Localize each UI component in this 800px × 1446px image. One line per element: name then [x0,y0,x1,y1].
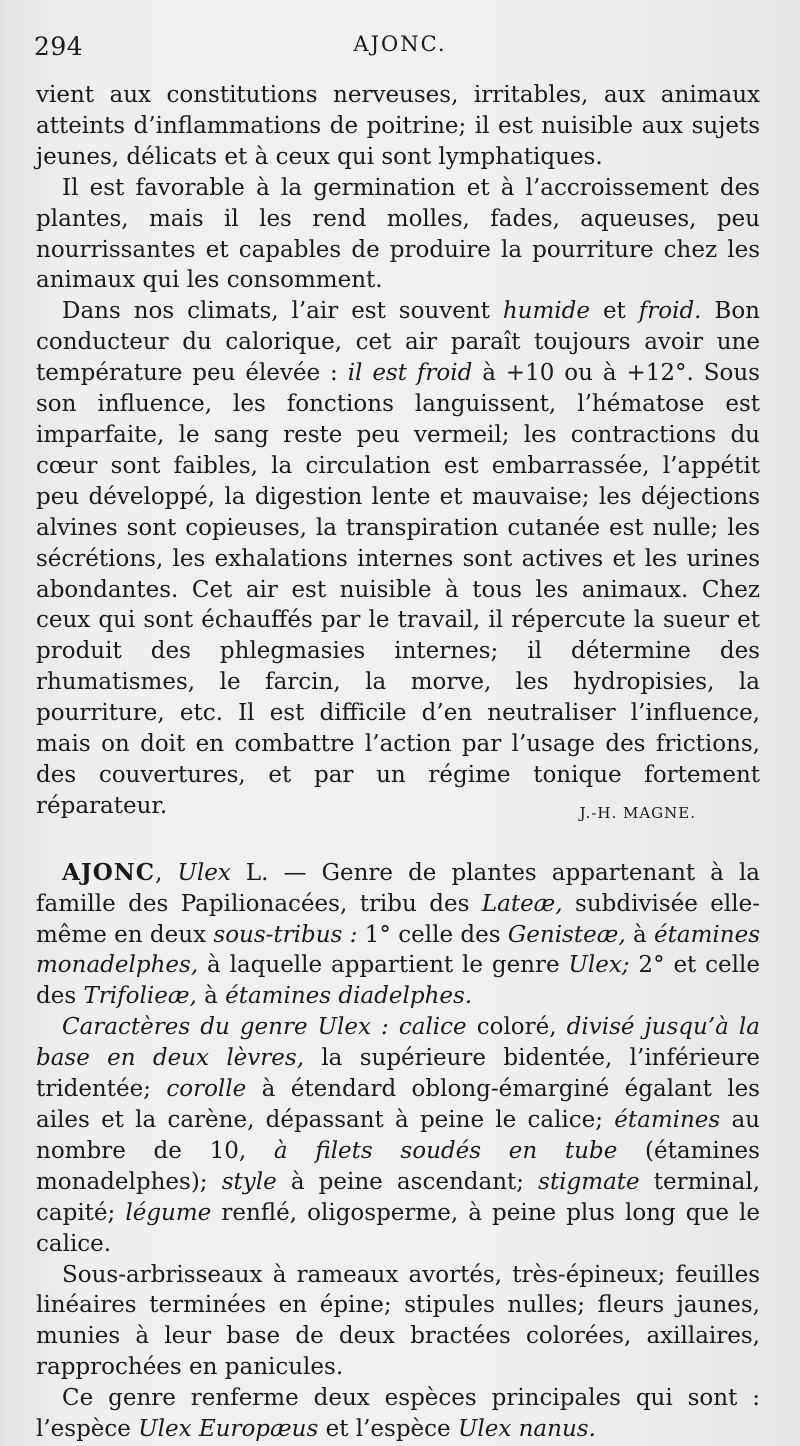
text-run: à laquelle appartient le genre [198,952,569,979]
entry-headword: AJONC [62,858,156,886]
page-number: 294 [34,32,84,61]
italic-run: Ulex [177,859,231,886]
italic-run: divisé jusqu’à la base en deux lèvres, [36,1014,760,1072]
italic-run: froid. [638,298,702,325]
italic-run: style [221,1168,277,1195]
text-run: à peine ascendant; [276,1168,539,1195]
italic-run: Lateæ, [481,890,563,917]
entry-paragraph-2 [36,1012,760,1259]
text-run: terminal, capité; [36,1168,760,1226]
italic-run: étamines monadelphes, [36,921,760,979]
italic-run: légume [125,1199,212,1226]
text-run: coloré, [466,1014,567,1041]
italic-run: Genisteæ, [507,921,626,948]
text-run: Bon conducteur du calorique, cet air paraît toujours avoir une température peu élevée : [36,298,760,387]
italic-run: Ulex; [568,952,630,979]
text-run: renflé, oligosperme, à peine plus long que le calice. [36,1199,760,1257]
text-run: au nombre de 10, [36,1107,760,1164]
italic-run: humide [502,298,590,325]
text-run: à +10 ou à +12°. Sous son influence, les fonctions languissent, l’hématose est imparfaite, le sang reste peu vermeil; les contractions du cœur sont faibles, la circulation est embarrassée, l’appétit peu développé, la digestion lente et mauvaise; les déjections alvines sont copieuses, la transpiration cutanée est nulle; les sécrétions, les exhalations internes sont actives et les urines abondantes. Cet air est nuisible à tous les animaux. Chez ceux qui sont échauffés par le travail, il répercute la sueur et produit des phlegmasies internes; il détermine des rhumatismes, le farcin, la morve, les hydropisies, la pourriture, etc. Il est difficile d’en neutraliser l’influence, mais on doit en combattre l’action par l’usage des frictions, des couvertures, et par un régime tonique fortement réparateur. [36,360,760,819]
page-header [0,28,800,68]
text-run: , [155,859,178,886]
italic-run: il est froid [347,360,473,387]
italic-run: Caractères du genre Ulex : calice [62,1014,467,1041]
entry-paragraph-1 [36,858,760,1013]
text-run: à étendard oblong-émarginé égalant les ailes et la carène, dépassant à peine le calice; [36,1076,760,1133]
text-run: et [590,298,639,325]
entry-paragraph-3: Sous-arbrisseaux à rameaux avortés, très-épineux; feuilles linéaires terminées en épine; stipules nulles; fleurs jaunes, munies à leur base de deux bractées colorées, axillaires, rapprochées en panicules. [36,1261,760,1381]
entry-paragraph-4 [36,1383,760,1445]
text-run: L. — Genre de plantes appartenant à la famille des Papilionacées, tribu des [36,859,761,917]
italic-run: sous-tribus : [213,921,358,948]
text-run: (étamines monadelphes); [36,1137,760,1195]
text-run: Ce genre renferme deux espèces principales qui sont : l’espèce [36,1385,760,1443]
text-run: et l’espèce [318,1416,458,1443]
page-body [36,80,760,1445]
text-run: la supérieure bidentée, l’inférieure tridentée; [36,1045,760,1103]
text-run: 1° celle des [357,921,508,948]
continuation-paragraph-3 [36,296,760,821]
continuation-paragraph-2: Il est favorable à la germination et à l’accroissement des plantes, mais il les rend molles, fades, aqueuses, peu nourrissantes et capables de produire la pourriture chez les animaux qui les consomment. [36,174,760,294]
italic-run: étamines diadelphes. [225,983,473,1010]
italic-run: stigmate [538,1168,640,1195]
italic-run: corolle [166,1076,247,1103]
text-run: Dans nos climats, l’air est souvent [62,298,503,325]
running-title: AJONC. [353,32,447,56]
italic-run: Ulex nanus. [457,1416,596,1443]
text-run: à [625,921,655,948]
italic-run: à filets soudés en tube [273,1137,618,1164]
italic-run: Trifolieæ, [83,983,197,1010]
text-run: 2° et celle des [36,952,760,1010]
italic-run: Ulex Europæus [138,1416,319,1443]
text-run: subdivisée elle-même en deux [36,890,760,948]
continuation-paragraph-1: vient aux constitutions nerveuses, irritables, aux animaux atteints d’inflammations de poitrine; il est nuisible aux sujets jeunes, délicats et à ceux qui sont lymphatiques. [36,82,760,170]
author-signature: J.-H. MAGNE. [579,803,696,822]
italic-run: étamines [614,1107,721,1133]
text-run: à [196,983,226,1010]
